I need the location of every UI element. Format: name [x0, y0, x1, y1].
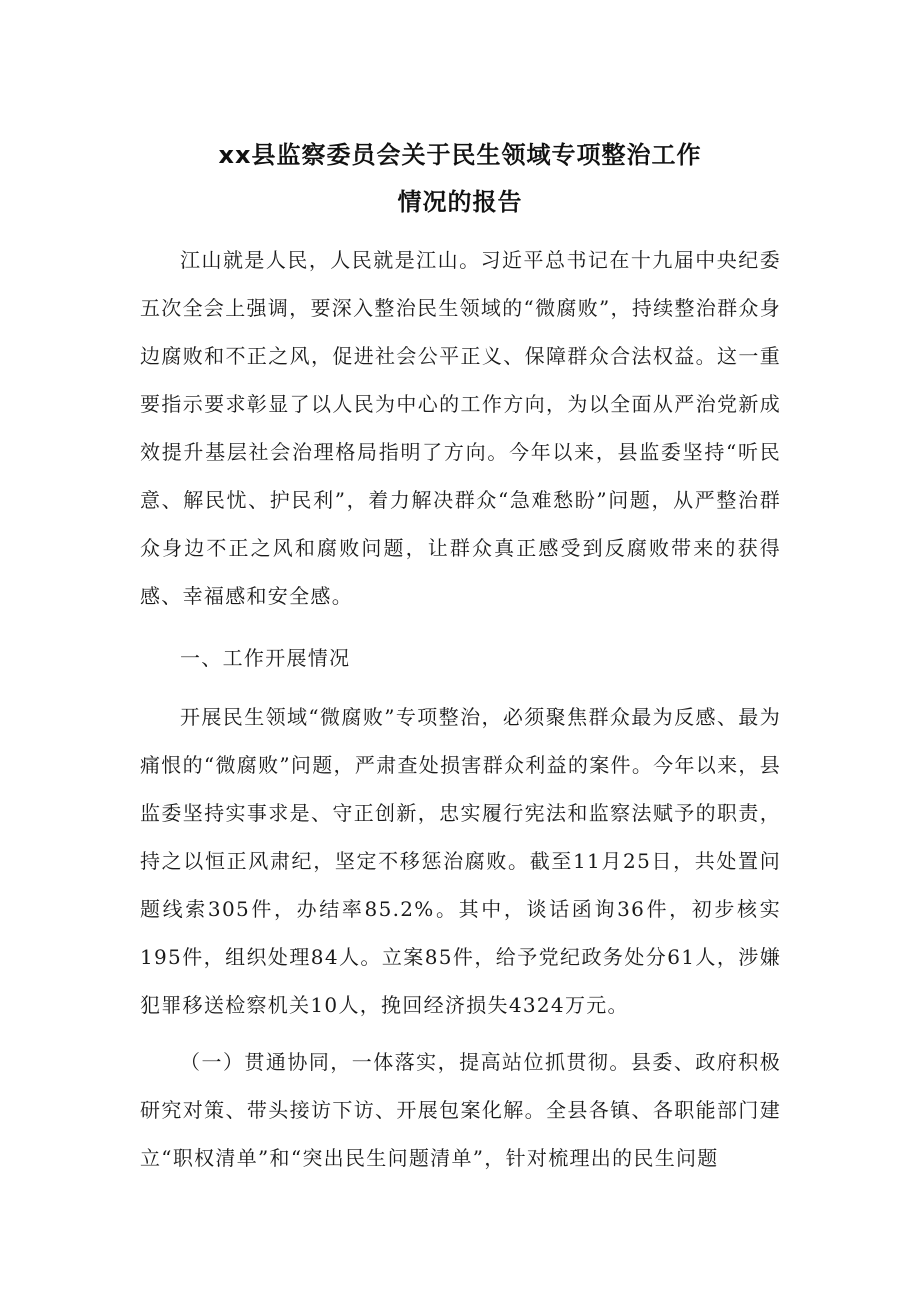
section-heading: 一、工作开展情况 [180, 646, 351, 670]
subsection-paragraph: （一）贯通协同，一体落实，提高站位抓贯彻。县委、政府积极研究对策、带头接访下访、开展包案化解。全县各镇、各职能部门建立“职权清单”和“突出民生问题清单”，针对梳理出的民生问题 [140, 1050, 781, 1170]
intro-paragraph: 江山就是人民，人民就是江山。习近平总书记在十九届中央纪委五次全会上强调，要深入整治民生领域的“微腐败”，持续整治群众身边腐败和不正之风，促进社会公平正义、保障群众合法权益。这一重要指示要求彰显了以人民为中心的工作方向，为以全面从严治党新成效提升基层社会治理格局指明了方向。今年以来，县监委坚持“听民意、解民忧、护民利”，着力解决群众“急难愁盼”问题，从严整治群众身边不正之风和腐败问题，让群众真正感受到反腐败带来的获得感、幸福感和安全感。 [140, 248, 781, 608]
body-paragraph: 开展民生领域“微腐败”专项整治，必须聚焦群众最为反感、最为痛恨的“微腐败”问题，严肃查处损害群众利益的案件。今年以来，县监委坚持实事求是、守正创新，忠实履行宪法和监察法赋予的职责，持之以恒正风肃纪，坚定不移惩治腐败。截至11月25日，共处置问题线索305件，办结率85.2%。其中，谈话函询36件，初步核实195件，组织处理84人。立案85件，给予党纪政务处分61人，涉嫌犯罪移送检察机关10人，挽回经济损失4324万元。 [140, 705, 781, 1017]
document-title-line-1: xx县监察委员会关于民生领域专项整治工作 [218, 141, 702, 169]
document-title-line-2: 情况的报告 [397, 188, 523, 216]
